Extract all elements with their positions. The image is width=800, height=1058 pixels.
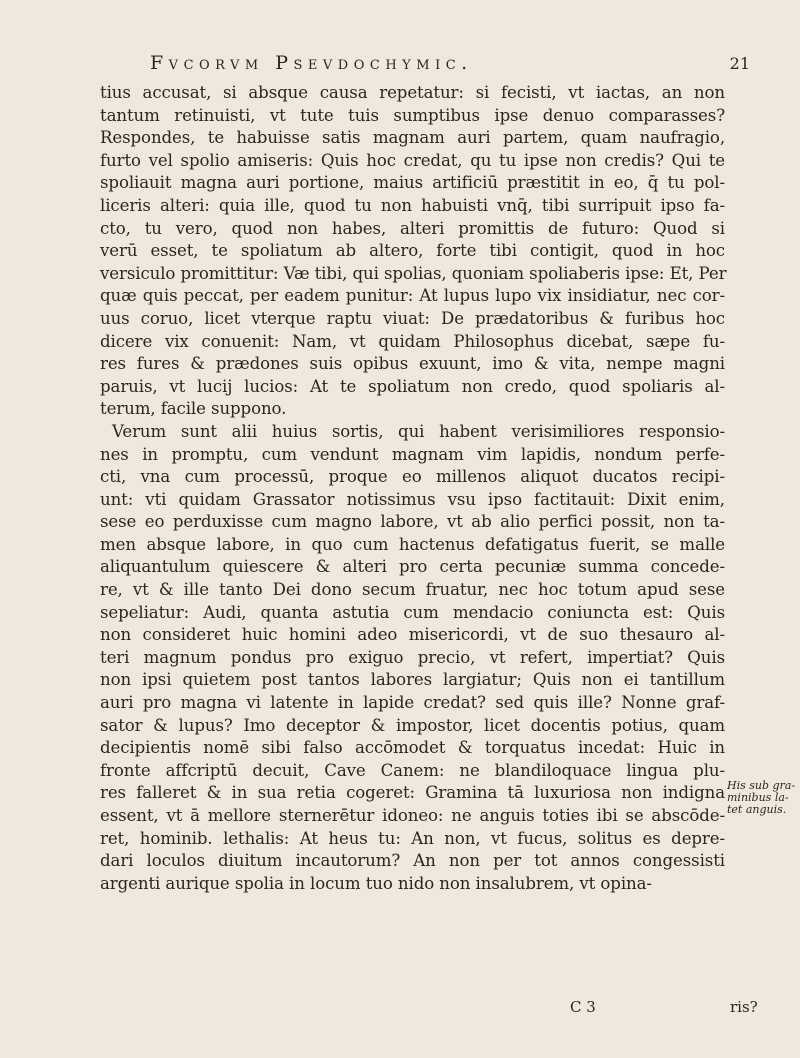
text-line: uus coruo, licet vterque raptu viuat: De prædatoribus & furibus hoc: [100, 308, 725, 328]
text-line: auri pro magna vi latente in lapide credat? sed quis ille? Nonne graf-: [100, 693, 725, 713]
text-line: essent, vt ā mellore sternerētur idoneo: ne anguis toties ibi se abscōde-: [100, 806, 725, 825]
text-line: teri magnum pondus pro exiguo precio, vt refert, impertiat? Quis: [100, 647, 725, 667]
text-line: tantum retinuisti, vt tute tuis sumptibus ipse denuo comparasses?: [100, 105, 725, 125]
text-line: res fures & prædones suis opibus exuunt, imo & vita, nempe magni: [100, 354, 725, 374]
text-line: nes in promptu, cum vendunt magnam vim lapidis, nondum perfe-: [100, 444, 725, 464]
page-number: 21: [729, 54, 750, 73]
text-line: sese eo perduxisse cum magno labore, vt ab alio perfici possit, non ta-: [100, 512, 725, 532]
text-line: cti, vna cum processū, proque eo millenos aliquot ducatos recipi-: [100, 467, 725, 487]
text-line: res falleret & in sua retia cogeret: Gramina tā luxuriosa non indigna: [100, 783, 725, 803]
text-line: versiculo promittitur: Væ tibi, qui spolias, quoniam spoliaberis ipse: Et, Per: [100, 263, 727, 283]
text-line: aliquantulum quiescere & alteri pro certa pecuniæ summa concede-: [100, 557, 725, 577]
text-line: dari loculos diuitum incautorum? An non per tot annos congessisti: [100, 851, 725, 871]
text-line: men absque labore, in quo cum hactenus defatigatus fuerit, se malle: [100, 534, 725, 554]
text-line: spoliauit magna auri portione, maius artificiū præstitit in eo, q̄ tu pol-: [100, 173, 725, 193]
text-line: verū esset, te spoliatum ab altero, forte tibi contigit, quod in hoc: [100, 241, 725, 261]
running-title: Fvcorvm Psevdochymic.: [150, 52, 473, 74]
text-line: tius accusat, si absque causa repetatur: si fecisti, vt iactas, an non: [100, 83, 725, 102]
text-line: non consideret huic homini adeo misericordi, vt de suo thesauro al-: [100, 625, 725, 645]
text-line: sepeliatur: Audi, quanta astutia cum mendacio coniuncta est: Quis: [100, 602, 725, 622]
signature-mark: C 3: [570, 998, 596, 1016]
text-line: unt: vti quidam Grassator notissimus vsu ipso factitauit: Dixit enim,: [100, 489, 725, 509]
text-line: fronte affcriptū decuit, Cave Canem: ne blandiloquace lingua plu-: [100, 760, 725, 780]
text-line: Verum sunt alii huius sortis, qui habent verisimiliores responsio-: [112, 421, 725, 441]
text-line: paruis, vt lucij lucios: At te spoliatum non credo, quod spoliaris al-: [100, 376, 725, 396]
text-line: liceris alteri: quia ille, quod tu non habuisti vnq̄, tibi surripuit ipso fa-: [100, 195, 725, 215]
text-line: decipientis nomē sibi falso accōmodet & torquatus incedat: Huic in: [100, 738, 725, 758]
text-line: argenti aurique spolia in locum tuo nido non insalubrem, vt opina-: [100, 873, 652, 893]
running-head: [150, 52, 750, 84]
text-line: terum, facile suppono.: [100, 399, 287, 419]
text-line: Respondes, te habuisse satis magnam auri partem, quam naufragio,: [100, 128, 725, 148]
text-line: quæ quis peccat, per eadem punitur: At lupus lupo vix insidiatur, nec cor-: [100, 286, 725, 306]
text-line: re, vt & ille tanto Dei dono secum fruatur, nec hoc totum apud sese: [100, 580, 725, 600]
text-line: non ipsi quietem post tantos labores largiatur; Quis non ei tantillum: [100, 670, 725, 690]
text-line: sator & lupus? Imo deceptor & impostor, licet docentis potius, quam: [100, 715, 725, 735]
text-line: ret, hominib. lethalis: At heus tu: An non, vt fucus, solitus es depre-: [100, 828, 725, 848]
text-line: cto, tu vero, quod non habes, alteri promittis de futuro: Quod si: [100, 218, 725, 238]
text-line: dicere vix conuenit: Nam, vt quidam Philosophus dicebat, sæpe fu-: [100, 331, 725, 351]
margin-note: His sub gra-minibus la-tet anguis.: [727, 779, 796, 816]
text-line: furto vel spolio amiseris: Quis hoc credat, qu tu ipse non credis? Qui te: [100, 150, 725, 170]
catchword: ris?: [730, 998, 758, 1016]
body-text: [100, 82, 725, 895]
